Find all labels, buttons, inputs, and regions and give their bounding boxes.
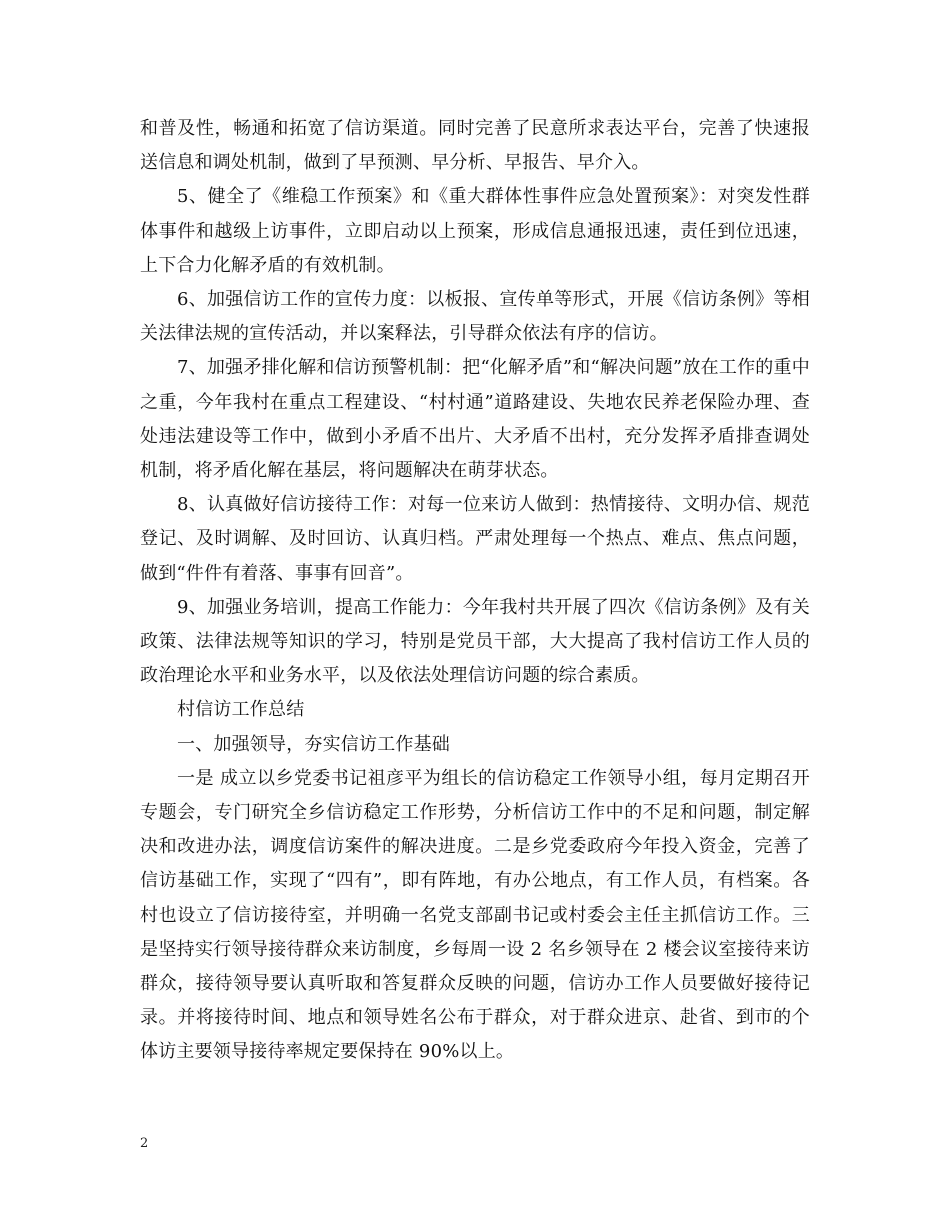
paragraph-item-9: 9、加强业务培训，提高工作能力：今年我村共开展了四次《信访条例》及有关政策、法律法规等知识的学习，特别是党员干部，大大提高了我村信访工作人员的政治理论水平和业务水平，以及依法处理信访问题的综合素质。 [140,596,810,687]
paragraph-item-6: 6、加强信访工作的宣传力度：以板报、宣传单等形式，开展《信访条例》等相关法律法规的宣传活动，并以案释法，引导群众依法有序的信访。 [140,289,810,345]
paragraph-section-body: 一是 成立以乡党委书记祖彦平为组长的信访稳定工作领导小组，每月定期召开专题会，专门研究全乡信访稳定工作形势，分析信访工作中的不足和问题，制定解决和改进办法，调度信访案件的解决进度。二是乡党委政府今年投入资金，完善了信访基础工作，实现了“四有”，即有阵地，有办公地点，有工作人员，有档案。各村也设立了信访接待室，并明确一名党支部副书记或村委会主任主抓信访工作。三是坚持实行领导接待群众来访制度，乡每周一设 2 名乡领导在 2 楼会议室接待来访群众，接待领导要认真听取和答复群众反映的问题，信访办工作人员要做好接待记录。并将接待时间、地点和领导姓名公布于群众，对于群众进京、赴省、到市的个体访主要领导接待率规定要保持在 90%以上。 [140,767,810,1063]
section-heading: 一、加强领导，夯实信访工作基础 [177,733,450,755]
document-body [140,112,810,1070]
paragraph-continuation: 和普及性，畅通和拓宽了信访渠道。同时完善了民意所求表达平台，完善了快速报送信息和调处机制，做到了早预测、早分析、早报告、早介入。 [140,118,810,174]
page-number: 2 [140,1136,149,1151]
paragraph-item-5: 5、健全了《维稳工作预案》和《重大群体性事件应急处置预案》：对突发性群体事件和越级上访事件，立即启动以上预案，形成信息通报迅速，责任到位迅速，上下合力化解矛盾的有效机制。 [140,186,810,276]
paragraph-item-8: 8、认真做好信访接待工作：对每一位来访人做到：热情接待、文明办信、规范登记、及时调解、及时回访、认真归档。严肃处理每一个热点、难点、焦点问题，做到“件件有着落、事事有回音”。 [140,494,810,584]
paragraph-item-7: 7、加强矛排化解和信访预警机制：把“化解矛盾”和“解决问题”放在工作的重中之重，今年我村在重点工程建设、“村村通”道路建设、失地农民养老保险办理、查处违法建设等工作中，做到小矛盾不出片、大矛盾不出村，充分发挥矛盾排查调处机制，将矛盾化解在基层，将问题解决在萌芽状态。 [140,357,810,482]
section-title: 村信访工作总结 [177,699,305,721]
